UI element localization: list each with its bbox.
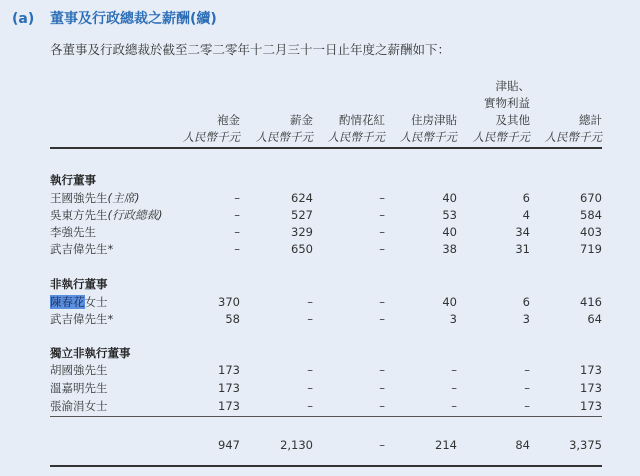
table-cell: 40: [442, 191, 457, 205]
table-cell: 370: [218, 295, 240, 309]
column-unit: 人民幣千元: [255, 130, 313, 144]
table-row: [50, 380, 602, 396]
director-name: 吳東方先生: [50, 208, 108, 222]
table-cell: 31: [515, 242, 530, 256]
director-name: 武吉偉先生*: [50, 312, 114, 326]
director-name: 武吉偉先生*: [50, 242, 114, 256]
totals-row: [50, 437, 602, 453]
table-cell: 670: [580, 191, 602, 205]
table-cell: –: [524, 363, 530, 377]
table-cell: –: [451, 381, 457, 395]
header-rule: [50, 147, 602, 149]
director-name: 張渝涓女士: [50, 399, 108, 413]
section-label: (a): [12, 11, 35, 27]
table-cell: 403: [580, 225, 602, 239]
table-cell: –: [307, 295, 313, 309]
column-header: 住房津貼: [411, 113, 457, 127]
table-cell: 40: [442, 295, 457, 309]
table-cell: 6: [522, 295, 530, 309]
column-unit: 人民幣千元: [182, 130, 240, 144]
table-cell: 38: [442, 242, 457, 256]
table-cell: 40: [442, 225, 457, 239]
table-row: [50, 241, 602, 257]
total-cell: 214: [435, 438, 457, 452]
director-name: 胡國強先生: [50, 363, 108, 377]
total-rule: [50, 465, 602, 467]
table-row: [50, 362, 602, 378]
table-cell: 173: [580, 363, 602, 377]
director-name: 李強先生: [50, 225, 96, 239]
table-cell: –: [524, 399, 530, 413]
table-cell: –: [451, 399, 457, 413]
total-cell: 84: [515, 438, 530, 452]
table-cell: –: [307, 363, 313, 377]
table-cell: –: [307, 381, 313, 395]
subtotal-rule: [50, 416, 602, 417]
table-cell: 34: [515, 225, 530, 239]
table-cell: –: [234, 225, 240, 239]
director-role: (行政總裁): [107, 208, 163, 222]
table-cell: 719: [580, 242, 602, 256]
column-unit: 人民幣千元: [327, 130, 385, 144]
table-cell: –: [307, 399, 313, 413]
table-cell: 6: [522, 191, 530, 205]
column-header: 及其他: [495, 113, 530, 127]
table-cell: 329: [291, 225, 313, 239]
table-cell: 173: [580, 381, 602, 395]
group-heading: 非執行董事: [50, 277, 108, 291]
director-name: 女士: [84, 295, 108, 309]
table-cell: 584: [580, 208, 602, 222]
table-cell: 527: [291, 208, 313, 222]
table-row: [50, 190, 602, 206]
group-heading: 獨立非執行董事: [50, 346, 131, 360]
total-cell: 2,130: [280, 438, 313, 452]
group-heading: 執行董事: [50, 173, 96, 187]
column-header: 袍金: [217, 113, 240, 127]
table-cell: –: [379, 208, 385, 222]
table-cell: –: [379, 225, 385, 239]
table-cell: 53: [442, 208, 457, 222]
total-cell: 947: [218, 438, 240, 452]
table-cell: –: [524, 381, 530, 395]
table-cell: 624: [291, 191, 313, 205]
table-cell: 173: [580, 399, 602, 413]
table-cell: –: [234, 191, 240, 205]
table-cell: –: [234, 242, 240, 256]
total-cell: 3,375: [569, 438, 602, 452]
table-cell: –: [379, 295, 385, 309]
subtitle: 各董事及行政總裁於截至二零二零年十二月三十一日止年度之薪酬如下：: [50, 42, 451, 57]
table-cell: –: [379, 312, 385, 326]
table-cell: –: [307, 312, 313, 326]
table-cell: 3: [522, 312, 530, 326]
table-cell: –: [451, 363, 457, 377]
table-row: [50, 294, 602, 310]
table-cell: –: [379, 363, 385, 377]
director-name: 王國強先生: [50, 191, 108, 205]
director-role: (主席): [107, 191, 140, 205]
column-header: 津貼、: [495, 79, 530, 93]
table-row: [50, 398, 602, 414]
table-cell: 173: [218, 399, 240, 413]
table-cell: 416: [580, 295, 602, 309]
column-header: 薪金: [290, 113, 313, 127]
table-row: [50, 224, 602, 240]
table-cell: –: [379, 399, 385, 413]
table-cell: 650: [291, 242, 313, 256]
column-unit: 人民幣千元: [472, 130, 530, 144]
column-header: 酌情花紅: [339, 113, 385, 127]
director-name: 溫嘉明先生: [50, 381, 108, 395]
table-cell: –: [234, 208, 240, 222]
table-cell: –: [379, 242, 385, 256]
table-cell: 58: [225, 312, 240, 326]
total-cell: –: [379, 438, 385, 452]
table-row: [50, 311, 602, 327]
table-cell: 173: [218, 363, 240, 377]
table-cell: 3: [449, 312, 457, 326]
column-header: 實物利益: [484, 96, 530, 110]
table-cell: 64: [587, 312, 602, 326]
column-unit: 人民幣千元: [544, 130, 602, 144]
table-row: [50, 207, 602, 223]
selected-text[interactable]: 陳春花: [50, 295, 85, 309]
column-header: 總計: [579, 113, 602, 127]
page-title: 董事及行政總裁之薪酬(續): [50, 11, 217, 27]
table-cell: –: [379, 191, 385, 205]
table-cell: –: [379, 381, 385, 395]
table-cell: 173: [218, 381, 240, 395]
table-cell: 4: [522, 208, 530, 222]
column-unit: 人民幣千元: [399, 130, 457, 144]
